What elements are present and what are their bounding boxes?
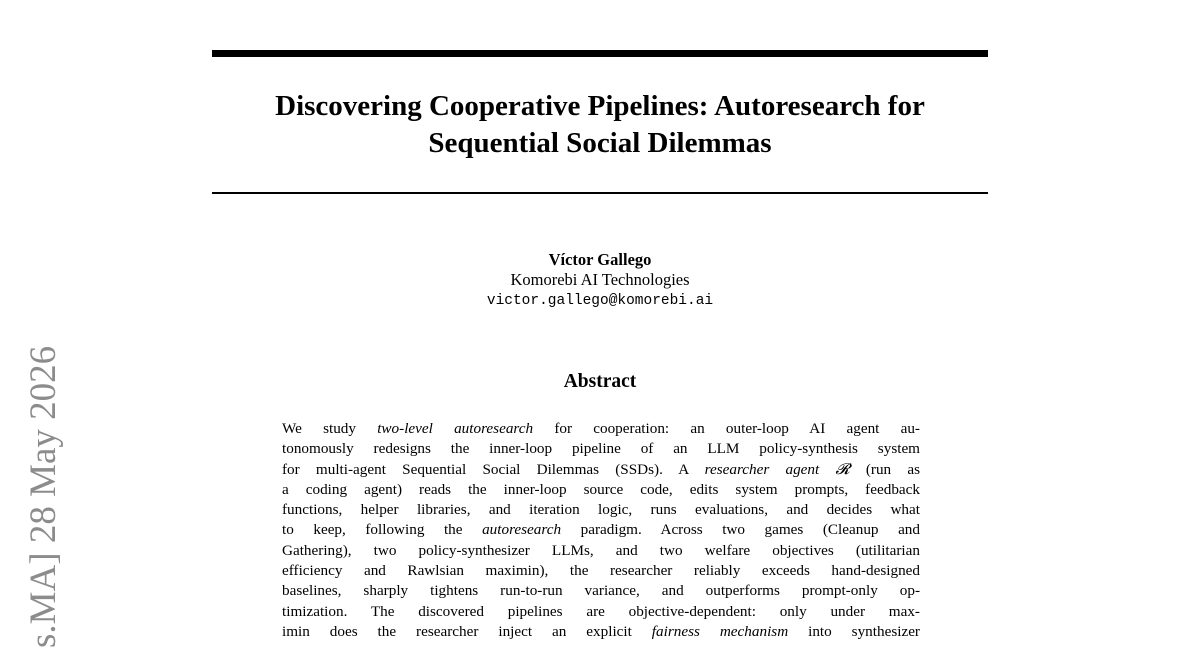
abstract-line: for multi-agent Sequential Social Dilemmas (SSDs). A researcher agent 𝓡 (run as: [282, 460, 920, 478]
author-block: [212, 250, 988, 312]
abstract-line: imin does the researcher inject an explicit fairness mechanism into synthesizer: [282, 622, 920, 640]
abstract-emphasis: researcher agent 𝓡: [704, 460, 850, 478]
abstract-line: efficiency and Rawlsian maximin), the researcher reliably exceeds hand-designed: [282, 562, 920, 580]
abstract-line: functions, helper libraries, and iteration logic, runs evaluations, and decides what: [282, 501, 920, 519]
abstract-emphasis: fairness mechanism: [651, 622, 789, 640]
abstract-line: tonomously redesigns the inner-loop pipeline of an LLM policy-synthesis system: [282, 440, 920, 458]
abstract-line: We study two-level autoresearch for cooperation: an outer-loop AI agent au-: [282, 420, 920, 437]
abstract-line: timization. The discovered pipelines are objective-dependent: only under max-: [282, 602, 920, 620]
title-top-rule: [212, 50, 988, 57]
paper-title-line-1: Discovering Cooperative Pipelines: Autoresearch for: [275, 90, 925, 122]
abstract-body: [282, 419, 920, 642]
paper-title: [212, 88, 988, 162]
arxiv-sidebar-stamp: s.MA] 28 May 2026: [23, 345, 64, 648]
abstract-emphasis: autoresearch: [482, 521, 562, 539]
abstract-line: a coding agent) reads the inner-loop source code, edits system prompts, feedback: [282, 480, 920, 498]
paper-title-line-2: Sequential Social Dilemmas: [428, 127, 772, 159]
author-email: victor.gallego@komorebi.ai: [486, 293, 714, 309]
title-bottom-rule: [212, 192, 988, 194]
abstract-line: Gathering), two policy-synthesizer LLMs, and two welfare objectives (utilitarian: [282, 541, 920, 559]
author-affiliation: Komorebi AI Technologies: [510, 270, 690, 289]
author-name: Víctor Gallego: [548, 250, 652, 269]
abstract-line: to keep, following the autoresearch paradigm. Across two games (Cleanup and: [282, 521, 920, 539]
abstract-emphasis: two-level autoresearch: [377, 420, 534, 437]
abstract-line: baselines, sharply tightens run-to-run variance, and outperforms prompt-only op-: [282, 582, 920, 600]
abstract-heading: Abstract: [563, 371, 637, 392]
